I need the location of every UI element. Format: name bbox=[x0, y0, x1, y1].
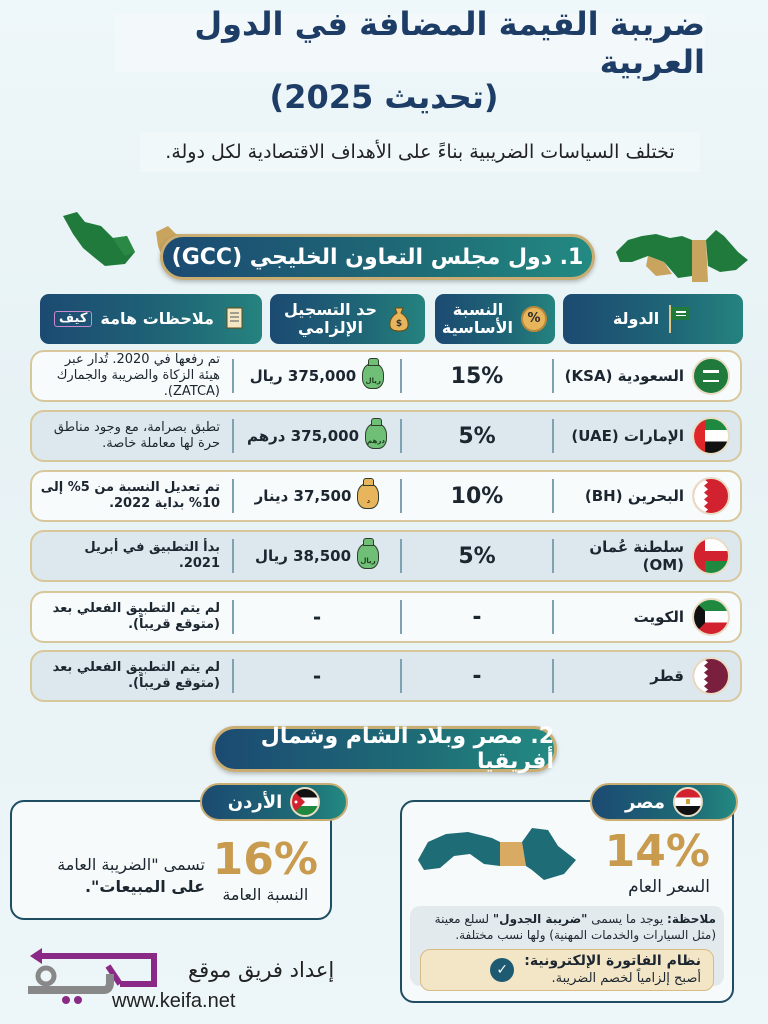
egypt-note-prefix: ملاحظة: bbox=[667, 912, 716, 926]
section-levant-label: 2. مصر وبلاد الشام وشمال أفريقيا bbox=[260, 724, 554, 774]
table-row-oman bbox=[30, 530, 742, 582]
table-row-bahrain bbox=[30, 470, 742, 522]
jordan-name: الأردن bbox=[227, 791, 283, 813]
threshold-cell bbox=[234, 593, 400, 641]
jordan-desc-line2: على المبيعات". bbox=[84, 876, 205, 896]
country-cell bbox=[554, 472, 740, 520]
country-cell bbox=[554, 593, 740, 641]
egypt-note-text2: لسلع معينة (مثل السيارات والخدمات المهنية) ولها نسب مختلفة. bbox=[434, 912, 716, 943]
column-header-threshold bbox=[270, 294, 425, 344]
money-bag-icon: درهم bbox=[365, 423, 387, 449]
column-header-country-label: الدولة bbox=[612, 309, 660, 329]
country-cell bbox=[554, 352, 740, 400]
section-levant-title bbox=[212, 726, 557, 772]
kuwait-flag-icon bbox=[692, 598, 730, 636]
threshold-value: - bbox=[312, 664, 322, 688]
notes-text: لم يتم التطبيق الفعلي بعد (متوقع قريباً). bbox=[52, 600, 220, 632]
title-banner bbox=[115, 5, 705, 81]
svg-text:$: $ bbox=[395, 319, 403, 329]
update-year-label: (تحديث 2025) bbox=[269, 78, 499, 116]
document-icon bbox=[222, 306, 248, 332]
jordan-rate: 16% bbox=[212, 834, 318, 885]
jordan-desc-line1: تسمى "الضريبة العامة bbox=[57, 855, 205, 874]
tagline: تختلف السياسات الضريبية بناءً على الأهداف الاقتصادية لكل دولة. bbox=[165, 141, 675, 163]
egypt-card bbox=[400, 800, 734, 1003]
check-badge-icon: ✓ bbox=[490, 958, 514, 982]
saudi-flag-icon bbox=[692, 357, 730, 395]
egypt-rate-label: السعر العام bbox=[628, 877, 710, 897]
einvoice-text-block bbox=[524, 953, 701, 987]
country-cell bbox=[554, 532, 740, 580]
notes-text: تم رفعها في 2020. تُدار عبر هيئة الزكاة والضريبة والجمارك (ZATCA). bbox=[56, 351, 220, 400]
notes-text: لم يتم التطبيق الفعلي بعد (متوقع قريباً). bbox=[52, 659, 220, 691]
threshold-value: 37,500 دينار bbox=[254, 487, 352, 505]
column-header-notes bbox=[40, 294, 262, 344]
rate-value: - bbox=[472, 663, 482, 689]
percent-badge-icon: % bbox=[521, 306, 547, 332]
threshold-cell bbox=[234, 352, 400, 400]
egypt-note-highlight: "ضريبة الجدول" bbox=[492, 912, 588, 926]
threshold-cell bbox=[234, 652, 400, 700]
money-bag-icon: د bbox=[357, 483, 379, 509]
country-name: الكويت bbox=[633, 608, 684, 626]
egypt-note-text1: يوجد ما يسمى bbox=[591, 912, 664, 926]
table-row-uae bbox=[30, 410, 742, 462]
table-row-kuwait bbox=[30, 591, 742, 643]
column-header-rate bbox=[435, 294, 555, 344]
arabian-peninsula-map-icon bbox=[55, 208, 140, 268]
egypt-rate-block bbox=[605, 826, 710, 897]
section-gcc-title bbox=[160, 234, 595, 280]
money-bag-icon: ريال bbox=[362, 363, 384, 389]
threshold-value: 375,000 درهم bbox=[246, 427, 360, 445]
country-name: سلطنة عُمان (OM) bbox=[589, 538, 684, 574]
country-name: البحرين (BH) bbox=[584, 487, 684, 505]
jordan-description bbox=[57, 854, 205, 897]
money-bag-icon: ريال bbox=[357, 543, 379, 569]
country-cell bbox=[554, 652, 740, 700]
egypt-note bbox=[410, 906, 724, 943]
einvoice-text: أصبح إلزامياً لخصم الضريبة. bbox=[551, 970, 701, 986]
uae-flag-icon bbox=[692, 417, 730, 455]
notes-text: تم تعديل النسبة من 5% إلى 10% بداية 2022. bbox=[40, 479, 220, 511]
keifa-logo-small: كيف bbox=[54, 311, 92, 327]
page-title: ضريبة القيمة المضافة في الدول العربية bbox=[194, 5, 705, 81]
column-header-rate-label: النسبة الأساسية bbox=[441, 300, 513, 337]
notes-text: تطبق بصرامة، مع وجود مناطق حرة لها معاملة خاصة. bbox=[53, 419, 220, 451]
table-row-ksa bbox=[30, 350, 742, 402]
threshold-value: 38,500 ريال bbox=[254, 547, 352, 565]
country-name: الإمارات (UAE) bbox=[571, 427, 684, 445]
section-gcc-label: 1. دول مجلس التعاون الخليجي (GCC) bbox=[171, 244, 584, 270]
threshold-cell bbox=[234, 412, 400, 460]
egypt-flag-icon bbox=[673, 787, 703, 817]
qatar-flag-icon bbox=[692, 657, 730, 695]
jordan-title-pill bbox=[200, 783, 348, 821]
money-bag-icon bbox=[386, 306, 412, 332]
column-header-notes-label: ملاحظات هامة bbox=[100, 309, 214, 329]
threshold-cell bbox=[234, 532, 400, 580]
tagline-banner bbox=[140, 132, 700, 172]
arab-world-map-icon bbox=[612, 226, 752, 284]
jordan-rate-block bbox=[213, 834, 318, 904]
credit-text: إعداد فريق موقع bbox=[188, 958, 335, 982]
column-header-threshold-label: حد التسجيل الإلزامي bbox=[284, 300, 377, 337]
einvoice-panel bbox=[420, 949, 714, 991]
egypt-title-pill bbox=[590, 783, 738, 821]
oman-flag-icon bbox=[692, 537, 730, 575]
rate-value: - bbox=[472, 604, 482, 630]
threshold-cell bbox=[234, 472, 400, 520]
rate-value: 5% bbox=[458, 543, 496, 569]
egypt-name: مصر bbox=[624, 791, 666, 813]
column-header-country bbox=[563, 294, 743, 344]
jordan-flag-icon bbox=[290, 787, 320, 817]
einvoice-title: نظام الفاتورة الإلكترونية: bbox=[524, 953, 701, 970]
rate-value: 15% bbox=[450, 363, 504, 389]
bahrain-flag-icon bbox=[692, 477, 730, 515]
rate-value: 10% bbox=[450, 483, 504, 509]
table-row-qatar bbox=[30, 650, 742, 702]
threshold-value: - bbox=[312, 605, 322, 629]
country-name: السعودية (KSA) bbox=[564, 367, 684, 385]
threshold-value: 375,000 ريال bbox=[249, 367, 357, 385]
jordan-rate-label: النسبة العامة bbox=[222, 885, 309, 904]
website-link[interactable]: www.keifa.net bbox=[112, 990, 236, 1012]
country-name: قطر bbox=[650, 667, 684, 685]
egypt-rate: 14% bbox=[604, 826, 710, 877]
rate-value: 5% bbox=[458, 423, 496, 449]
notes-text: بدأ التطبيق في أبريل 2021. bbox=[84, 539, 220, 571]
country-cell bbox=[554, 412, 740, 460]
flag-icon bbox=[667, 306, 693, 332]
arab-world-map-icon bbox=[414, 820, 579, 890]
